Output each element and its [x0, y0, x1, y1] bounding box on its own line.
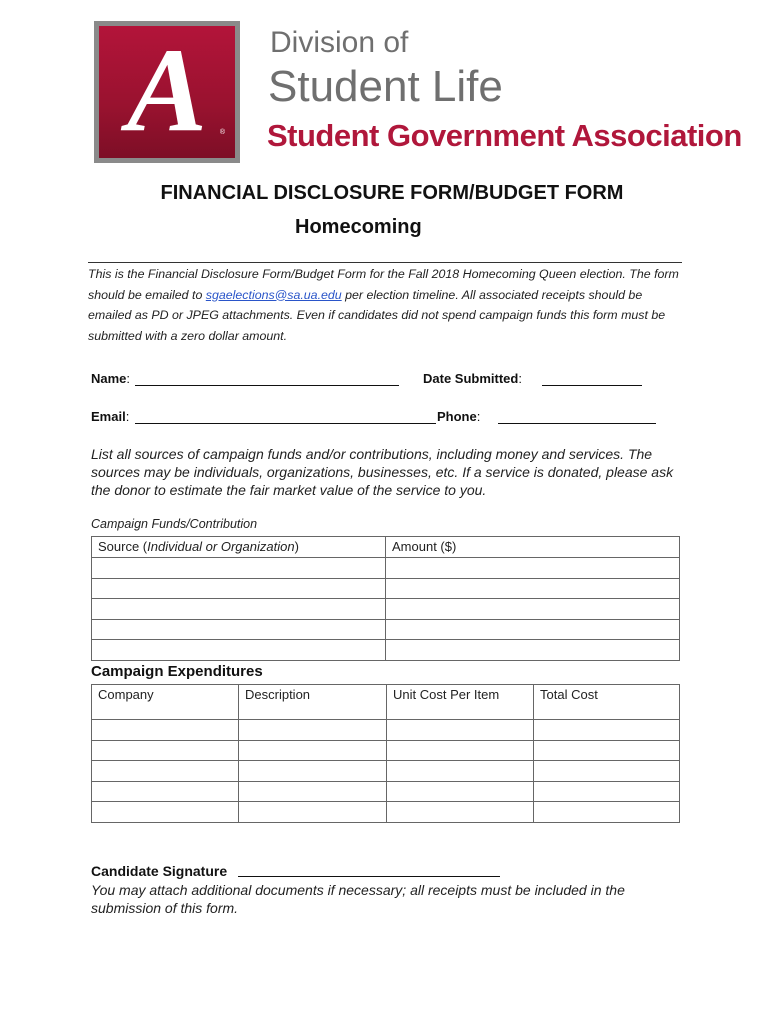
- expenditures-table: [91, 684, 680, 823]
- table-row: [92, 537, 680, 558]
- table-cell[interactable]: [92, 578, 386, 599]
- table-row: [92, 640, 680, 661]
- unit-cost-header: Unit Cost Per Item: [387, 685, 534, 720]
- table-row: [92, 619, 680, 640]
- email-field[interactable]: [135, 423, 436, 424]
- table-cell[interactable]: [239, 720, 387, 741]
- table-row: [92, 720, 680, 741]
- table-cell[interactable]: [239, 740, 387, 761]
- table-cell[interactable]: [534, 761, 680, 782]
- form-subtitle: Homecoming: [295, 216, 422, 238]
- script-a-logo: [99, 26, 235, 158]
- source-header: Source (Individual or Organization): [92, 537, 386, 558]
- table-row: [92, 558, 680, 579]
- form-title: FINANCIAL DISCLOSURE FORM/BUDGET FORM: [160, 182, 624, 204]
- table-cell[interactable]: [92, 740, 239, 761]
- table-cell[interactable]: [534, 720, 680, 741]
- signature-label: Candidate Signature: [91, 863, 228, 879]
- table-cell[interactable]: [92, 720, 239, 741]
- table-cell[interactable]: [92, 619, 386, 640]
- table-cell[interactable]: [239, 761, 387, 782]
- table-cell[interactable]: [386, 558, 680, 579]
- phone-label: Phone:: [437, 409, 481, 424]
- table-cell[interactable]: [387, 720, 534, 741]
- phone-field[interactable]: [498, 423, 656, 424]
- table-cell[interactable]: [387, 781, 534, 802]
- table-cell[interactable]: [386, 578, 680, 599]
- funds-table-caption: Campaign Funds/Contribution: [91, 517, 258, 531]
- table-cell[interactable]: [239, 781, 387, 802]
- table-cell[interactable]: [92, 781, 239, 802]
- amount-header: Amount ($): [386, 537, 680, 558]
- table-cell[interactable]: [92, 640, 386, 661]
- table-row: [92, 781, 680, 802]
- student-life-heading: Student Life: [268, 62, 503, 111]
- table-row: [92, 599, 680, 620]
- email-label: Email:: [91, 409, 130, 424]
- signature-field[interactable]: [238, 876, 500, 877]
- expenditures-title: Campaign Expenditures: [91, 663, 263, 680]
- intro-paragraph: This is the Financial Disclosure Form/Budget Form for the Fall 2018 Homecoming Queen election. The form should be emailed to sgaelections@sa.ua.edu per election timeline. All associated receipts should be emailed as PD or JPEG attachments. Even if candidates did not spend campaign funds this form must be submitted with a zero dollar amount.: [88, 267, 679, 343]
- registered-mark-icon: ®: [219, 129, 225, 136]
- table-row: [92, 761, 680, 782]
- sga-heading: Student Government Association: [267, 118, 742, 153]
- email-link[interactable]: sgaelections@sa.ua.edu: [205, 287, 342, 302]
- table-cell[interactable]: [92, 802, 239, 823]
- table-cell[interactable]: [92, 761, 239, 782]
- date-submitted-field[interactable]: [542, 385, 642, 386]
- table-cell[interactable]: [92, 599, 386, 620]
- table-cell[interactable]: [387, 740, 534, 761]
- table-cell[interactable]: [534, 802, 680, 823]
- university-logo: [94, 21, 240, 163]
- company-header: Company: [92, 685, 239, 720]
- script-a-icon: [112, 35, 222, 150]
- table-cell[interactable]: [386, 599, 680, 620]
- table-cell[interactable]: [92, 558, 386, 579]
- date-submitted-label: Date Submitted:: [423, 371, 522, 386]
- funds-table: [91, 536, 680, 661]
- divider: [88, 262, 682, 263]
- table-cell[interactable]: [387, 761, 534, 782]
- name-field[interactable]: [135, 385, 399, 386]
- name-label: Name:: [91, 371, 131, 386]
- table-row: [92, 685, 680, 720]
- table-row: [92, 578, 680, 599]
- table-cell[interactable]: [534, 781, 680, 802]
- table-cell[interactable]: [387, 802, 534, 823]
- table-cell[interactable]: [386, 640, 680, 661]
- total-cost-header: Total Cost: [534, 685, 680, 720]
- table-row: [92, 802, 680, 823]
- table-cell[interactable]: [239, 802, 387, 823]
- sources-instructions: List all sources of campaign funds and/or contributions, including money and services. The sources may be individuals, organizations, businesses, etc. If a service is donated, please ask the donor to estimate the fair market value of the service to you.: [91, 446, 674, 498]
- signature-note: You may attach additional documents if necessary; all receipts must be included in the submission of this form.: [91, 882, 625, 916]
- table-cell[interactable]: [386, 619, 680, 640]
- svg-text:A: A: [126, 34, 208, 150]
- table-cell[interactable]: [534, 740, 680, 761]
- division-heading: Division of: [270, 26, 409, 59]
- table-row: [92, 740, 680, 761]
- description-header: Description: [239, 685, 387, 720]
